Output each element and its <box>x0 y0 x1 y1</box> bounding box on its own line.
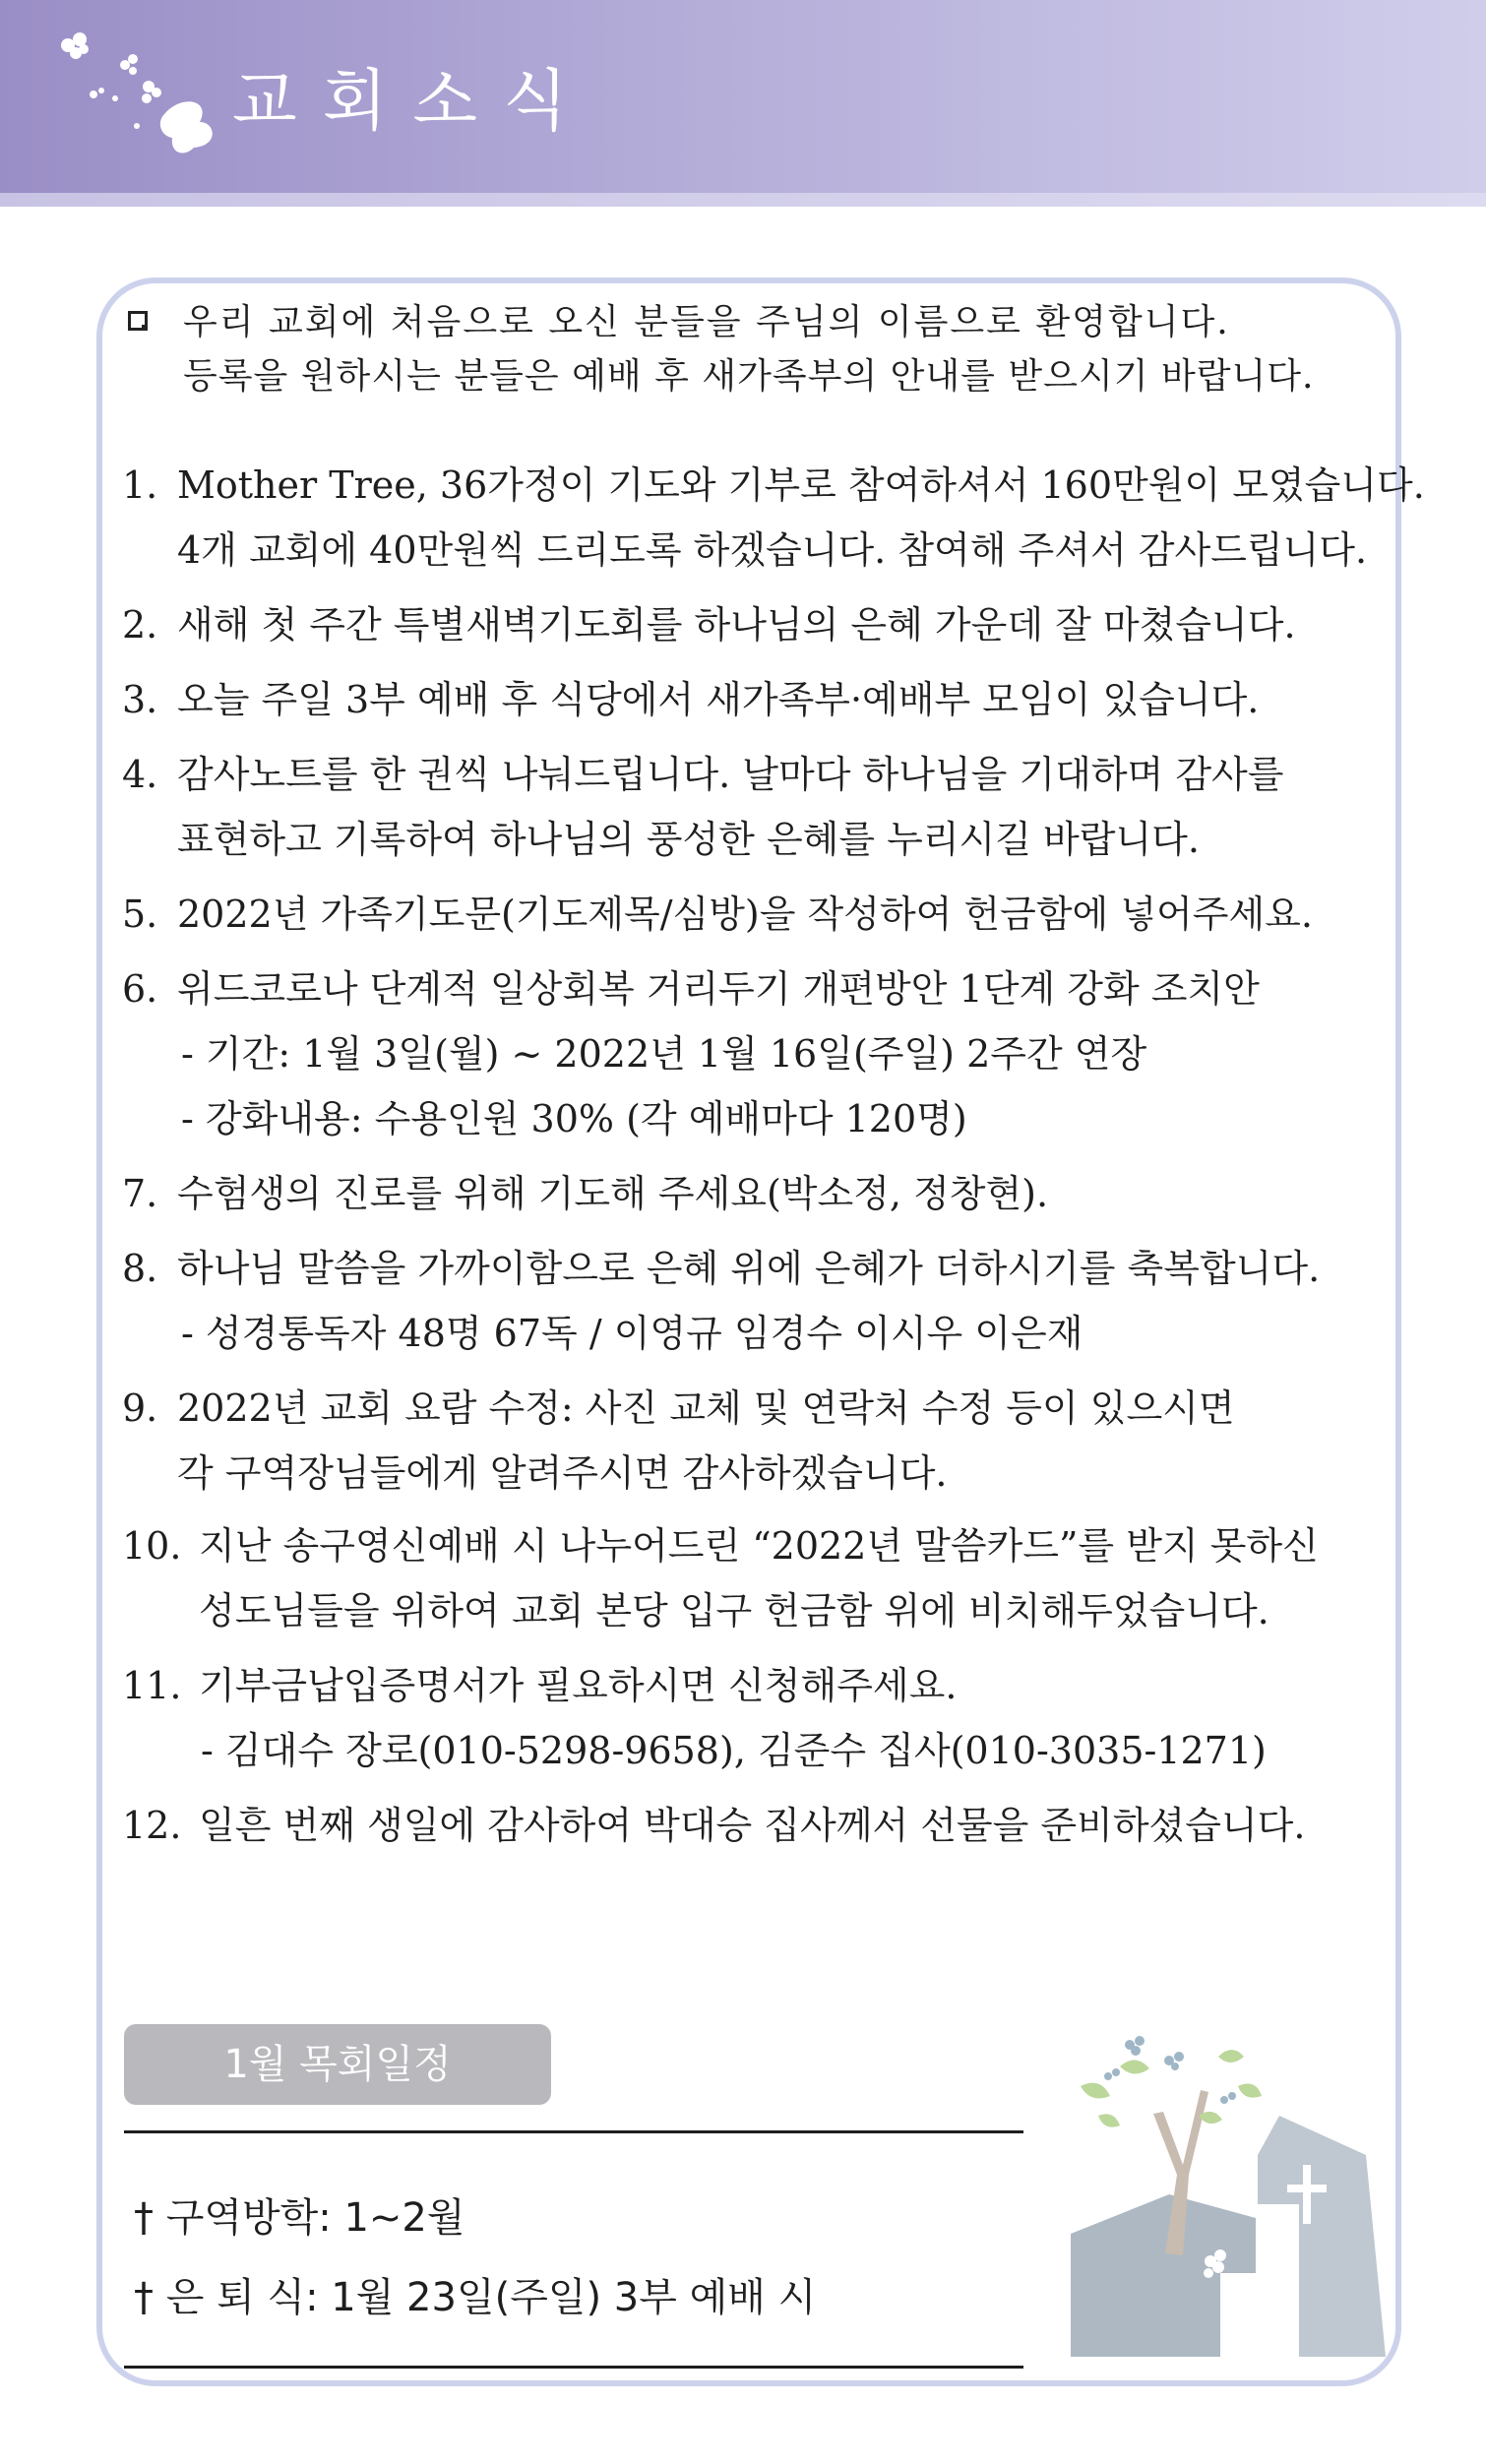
news-item-text: 새해 첫 주간 특별새벽기도회를 하나님의 은혜 가운데 잘 마쳤습니다. <box>177 603 1296 647</box>
news-item-number: 8. <box>122 1247 158 1290</box>
news-item-text: 기부금납입증명서가 필요하시면 신청해주세요. <box>199 1664 958 1707</box>
news-item-number: 2. <box>122 603 158 647</box>
news-item <box>122 1653 1401 1783</box>
news-item <box>122 1793 1401 1858</box>
news-item <box>122 956 1401 1151</box>
news-item <box>122 1236 1401 1366</box>
news-item-text: 오늘 주일 3부 예배 후 식당에서 새가족부·예배부 모임이 있습니다. <box>177 678 1260 721</box>
schedule-top-rule <box>124 2130 1023 2133</box>
news-item <box>122 1161 1401 1226</box>
schedule-bottom-rule <box>124 2366 1023 2369</box>
news-item-text: 지난 송구영신예배 시 나누어드린 “2022년 말씀카드”를 받지 못하신 <box>199 1524 1319 1568</box>
header-strip <box>0 193 1486 207</box>
news-item-number: 10. <box>122 1524 182 1568</box>
news-item-number: 12. <box>122 1804 182 1847</box>
news-item-text: 위드코로나 단계적 일상회복 거리두기 개편방안 1단계 강화 조치안 <box>177 967 1260 1011</box>
news-item <box>122 667 1401 732</box>
news-item <box>122 742 1401 872</box>
news-item-text: Mother Tree, 36가정이 기도와 기부로 참여하셔서 160만원이 모였습니다. <box>177 463 1425 507</box>
news-item-detail: - 기간: 1월 3일(월) ~ 2022년 1월 16일(주일) 2주간 연장 <box>181 1032 1147 1076</box>
checkbox-bullet-icon <box>128 311 148 331</box>
news-item-text: 각 구역장님들에게 알려주시면 감사하겠습니다. <box>177 1451 948 1495</box>
news-item-text: 표현하고 기록하여 하나님의 풍성한 은혜를 누리시길 바랍니다. <box>177 818 1200 861</box>
news-item-text: 2022년 교회 요람 수정: 사진 교체 및 연락처 수정 등이 있으시면 <box>177 1386 1235 1430</box>
church-and-tree-icon <box>1051 2027 1401 2357</box>
flowers-and-butterfly-icon <box>54 28 231 175</box>
news-item <box>122 592 1401 657</box>
news-list <box>122 453 1425 1858</box>
news-item-detail: - 김대수 장로(010-5298-9658), 김준수 집사(010-3035-1271) <box>201 1729 1267 1772</box>
news-item-number: 4. <box>122 753 158 796</box>
news-item-detail: - 강화내용: 수용인원 30% (각 예배마다 120명) <box>181 1097 967 1140</box>
news-item-text: 성도님들을 위하여 교회 본당 입구 헌금함 위에 비치해두었습니다. <box>199 1589 1269 1632</box>
news-item-text: 일흔 번째 생일에 감사하여 박대승 집사께서 선물을 준비하셨습니다. <box>199 1804 1306 1847</box>
news-item-number: 5. <box>122 893 158 936</box>
news-item <box>122 453 1425 583</box>
news-item-number: 11. <box>122 1664 182 1707</box>
news-item-number: 7. <box>122 1172 158 1215</box>
news-item-text: 4개 교회에 40만원씩 드리도록 하겠습니다. 참여해 주셔서 감사드립니다. <box>177 528 1368 572</box>
news-item-text: 수험생의 진로를 위해 기도해 주세요(박소정, 정창현). <box>177 1172 1049 1215</box>
news-item-number: 9. <box>122 1386 158 1430</box>
welcome-line-1: 우리 교회에 처음으로 오신 분들을 주님의 이름으로 환영합니다. <box>183 302 1230 342</box>
schedule-heading: 1월 목회일정 <box>124 2024 551 2105</box>
news-item <box>122 882 1401 947</box>
schedule-item: † 은 퇴 식: 1월 23일(주일) 3부 예배 시 <box>134 2275 817 2320</box>
news-item-number: 6. <box>122 967 158 1011</box>
news-item-detail: - 성경통독자 48명 67독 / 이영규 임경수 이시우 이은재 <box>181 1312 1084 1355</box>
schedule-item: † 구역방학: 1~2월 <box>134 2195 465 2241</box>
page-title: 교회소식 <box>232 63 593 141</box>
news-item <box>122 1513 1401 1643</box>
news-item-text: 하나님 말씀을 가까이함으로 은혜 위에 은혜가 더하시기를 축복합니다. <box>177 1247 1321 1290</box>
news-item-text: 감사노트를 한 권씩 나눠드립니다. 날마다 하나님을 기대하며 감사를 <box>177 753 1284 796</box>
welcome-line-2: 등록을 원하시는 분들은 예배 후 새가족부의 안내를 받으시기 바랍니다. <box>183 356 1315 397</box>
news-item-number: 3. <box>122 678 158 721</box>
news-item-number: 1. <box>122 463 158 507</box>
news-item-text: 2022년 가족기도문(기도제목/심방)을 작성하여 헌금함에 넣어주세요. <box>177 893 1313 936</box>
news-item <box>122 1376 1401 1506</box>
